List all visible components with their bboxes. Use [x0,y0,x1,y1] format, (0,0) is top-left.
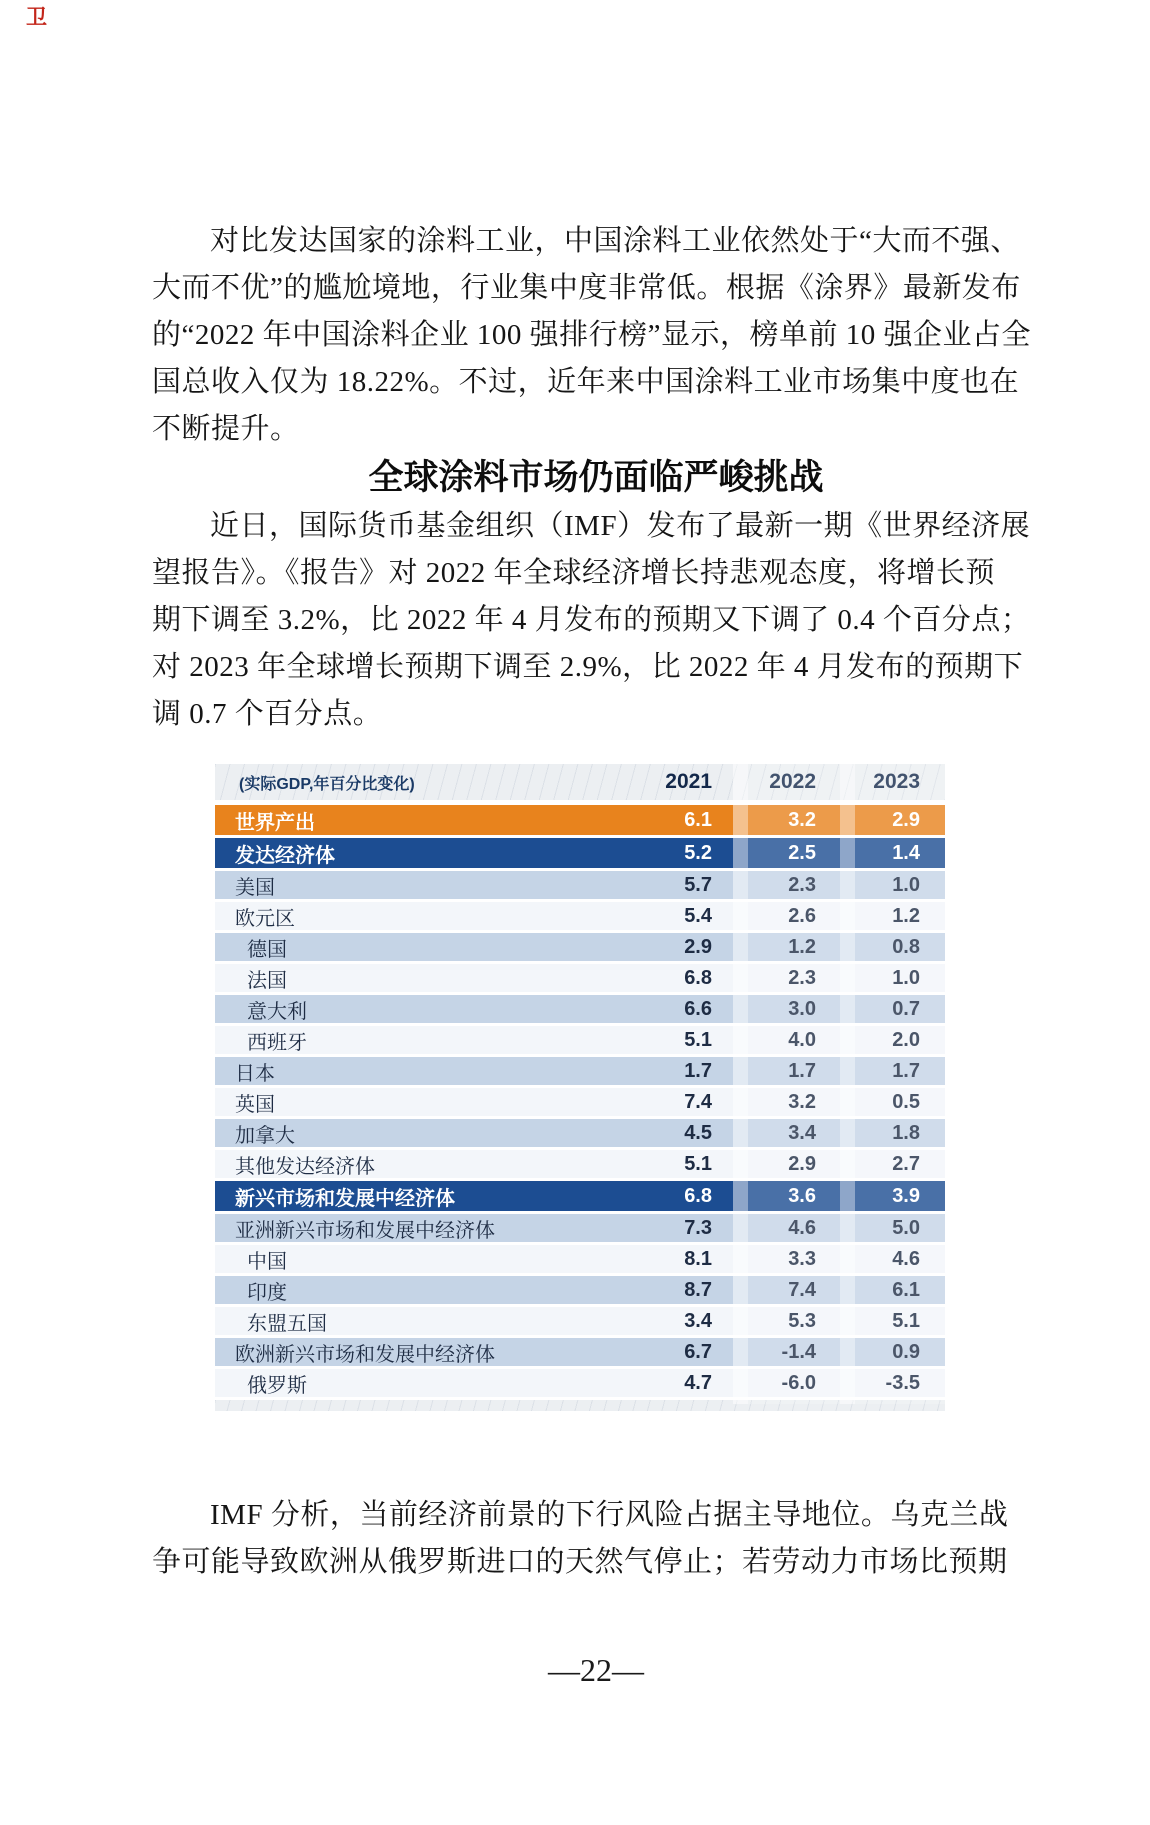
value-2023: 0.5 [892,1090,920,1113]
table-row [215,964,945,992]
row-label: 亚洲新兴市场和发展中经济体 [235,1219,495,1242]
table-row [215,1057,945,1085]
value-2022: 3.3 [788,1247,816,1270]
table-row [215,1276,945,1304]
table-header-row [215,764,945,800]
value-2023: 1.8 [892,1121,920,1144]
value-2023: 6.1 [892,1278,920,1301]
value-2022: 1.2 [788,935,816,958]
value-2022: 3.0 [788,997,816,1020]
text-line: 对比发达国家的涂料工业，中国涂料工业依然处于“大而不强、 [210,225,1020,257]
table-row [215,1245,945,1273]
text-line: 争可能导致欧洲从俄罗斯进口的天然气停止；若劳动力市场比预期 [152,1546,1008,1578]
value-2022: 3.2 [788,1090,816,1113]
row-label: 发达经济体 [235,844,335,867]
column-header-2023: 2023 [873,770,920,793]
text-line: 对 2023 年全球增长预期下调至 2.9%，比 2022 年 4 月发布的预期下 [152,651,1024,683]
row-label: 俄罗斯 [247,1374,307,1397]
table-row [215,1369,945,1397]
row-label: 日本 [235,1062,275,1085]
value-2021: 8.1 [684,1247,712,1270]
row-label: 东盟五国 [247,1312,327,1335]
column-header-2022: 2022 [769,770,816,793]
row-label: 意大利 [247,1000,307,1023]
value-2021: 5.1 [684,1028,712,1051]
text-line: 调 0.7 个百分点。 [152,698,383,730]
text-line: 大而不优”的尴尬境地，行业集中度非常低。根据《涂界》最新发布 [152,272,1021,304]
value-2023: 5.0 [892,1216,920,1239]
value-2021: 8.7 [684,1278,712,1301]
paragraph-2 [152,503,1040,738]
text-line: IMF 分析，当前经济前景的下行风险占据主导地位。乌克兰战 [210,1499,1009,1531]
column-header-2021: 2021 [665,770,712,793]
value-2022: 3.4 [788,1121,816,1144]
value-2023: 5.1 [892,1309,920,1332]
value-2021: 5.1 [684,1152,712,1175]
value-2021: 7.3 [684,1216,712,1239]
value-2021: 6.6 [684,997,712,1020]
row-label: 世界产出 [235,811,315,834]
text-line: 不断提升。 [152,413,300,445]
value-2022: 1.7 [788,1059,816,1082]
table-meta-label: (实际GDP,年百分比变化) [239,775,415,793]
value-2023: 2.9 [892,808,920,831]
value-2022: 4.0 [788,1028,816,1051]
row-label: 西班牙 [247,1031,307,1054]
value-2022: 2.3 [788,966,816,989]
table-row [215,902,945,930]
value-2022: 4.6 [788,1216,816,1239]
text-line: 的“2022 年中国涂料企业 100 强排行榜”显示，榜单前 10 强企业占全 [152,319,1031,351]
table-row [215,1181,945,1211]
table-row [215,838,945,868]
imf-gdp-table [215,764,945,1404]
table-row [215,995,945,1023]
value-2023: 0.7 [892,997,920,1020]
table-body [215,805,945,1397]
table-row [215,933,945,961]
table-row [215,1214,945,1242]
value-2022: -6.0 [781,1371,816,1394]
paragraph-3 [152,1492,1040,1586]
value-2023: 3.9 [892,1184,920,1207]
value-2021: 6.7 [684,1340,712,1363]
value-2021: 3.4 [684,1309,712,1332]
value-2023: 0.9 [892,1340,920,1363]
section-heading: 全球涂料市场仍面临严峻挑战 [368,458,824,497]
value-2023: -3.5 [885,1371,920,1394]
value-2023: 0.8 [892,935,920,958]
page-number: —22— [548,1652,644,1688]
table-row [215,1119,945,1147]
value-2023: 2.0 [892,1028,920,1051]
value-2022: 5.3 [788,1309,816,1332]
table-row [215,1026,945,1054]
value-2021: 5.7 [684,873,712,896]
row-label: 印度 [247,1281,287,1304]
row-label: 欧元区 [235,907,295,930]
value-2023: 2.7 [892,1152,920,1175]
row-label: 德国 [247,938,287,961]
value-2023: 1.0 [892,966,920,989]
value-2021: 5.2 [684,841,712,864]
value-2023: 1.7 [892,1059,920,1082]
value-2021: 6.8 [684,1184,712,1207]
value-2023: 1.0 [892,873,920,896]
table-row [215,1088,945,1116]
value-2023: 1.4 [892,841,920,864]
text-line: 近日，国际货币基金组织（IMF）发布了最新一期《世界经济展 [210,510,1031,542]
value-2022: -1.4 [781,1340,816,1363]
value-2021: 7.4 [684,1090,712,1113]
row-label: 英国 [235,1093,275,1116]
text-line: 望报告》。《报告》对 2022 年全球经济增长持悲观态度，将增长预 [152,557,996,589]
row-label: 欧洲新兴市场和发展中经济体 [235,1343,495,1366]
row-label: 中国 [247,1250,287,1273]
value-2021: 4.5 [684,1121,712,1144]
value-2022: 3.6 [788,1184,816,1207]
table-row [215,871,945,899]
value-2022: 3.2 [788,808,816,831]
value-2022: 2.5 [788,841,816,864]
paragraph-1 [152,218,1040,453]
row-label: 加拿大 [235,1124,295,1147]
row-label: 其他发达经济体 [235,1155,375,1178]
row-label: 法国 [247,969,287,992]
value-2023: 1.2 [892,904,920,927]
value-2021: 6.8 [684,966,712,989]
value-2022: 2.3 [788,873,816,896]
text-line: 期下调至 3.2%，比 2022 年 4 月发布的预期又下调了 0.4 个百分点； [152,604,1031,636]
table-row [215,805,945,835]
value-2022: 2.6 [788,904,816,927]
table-row [215,1150,945,1178]
red-stamp-mark: 卫 [26,6,47,29]
value-2021: 5.4 [684,904,712,927]
value-2023: 4.6 [892,1247,920,1270]
value-2021: 6.1 [684,808,712,831]
row-label: 美国 [235,876,275,899]
row-label: 新兴市场和发展中经济体 [235,1187,455,1210]
text-line: 国总收入仅为 18.22%。不过，近年来中国涂料工业市场集中度也在 [152,366,1020,398]
value-2021: 4.7 [684,1371,712,1394]
table-row [215,1307,945,1335]
table-row [215,1338,945,1366]
value-2022: 2.9 [788,1152,816,1175]
table-footer-strip [215,1400,945,1411]
value-2021: 1.7 [684,1059,712,1082]
value-2021: 2.9 [684,935,712,958]
value-2022: 7.4 [788,1278,816,1301]
